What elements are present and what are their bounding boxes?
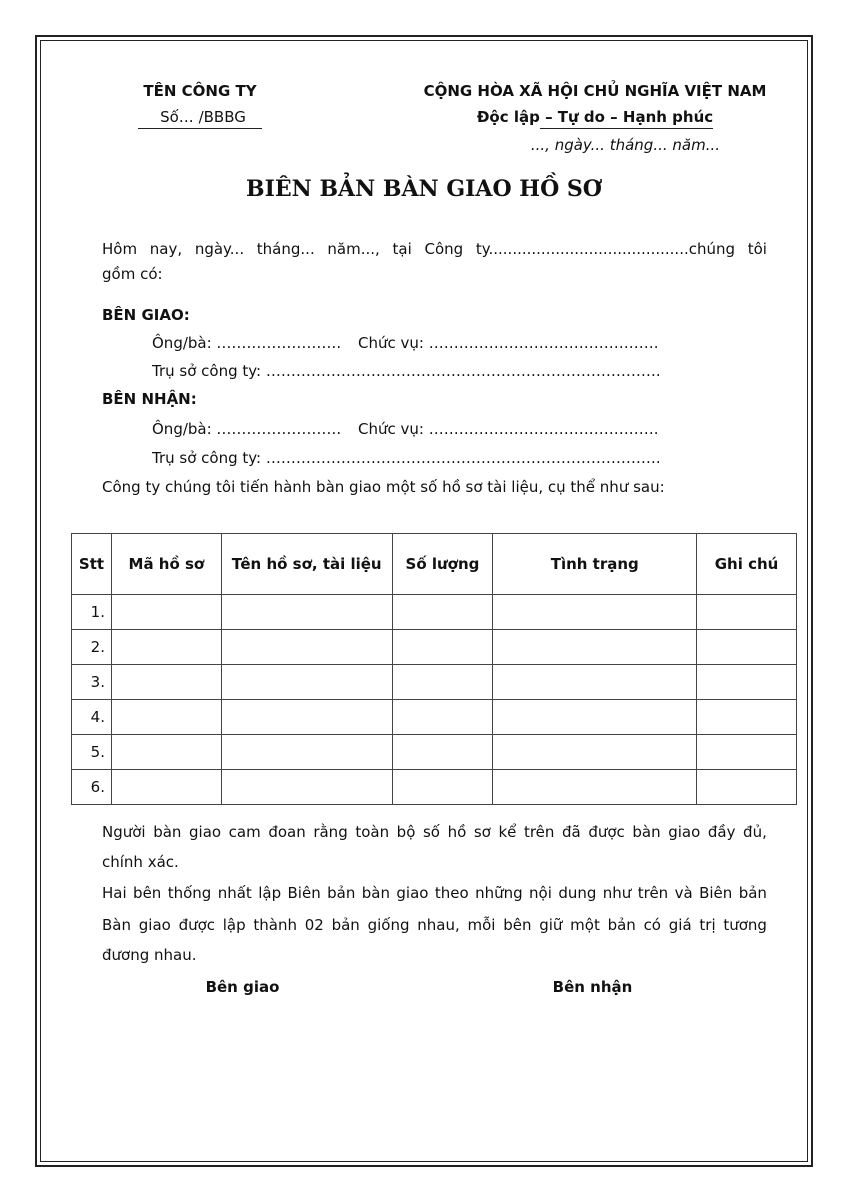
ben-giao-label: BÊN GIAO: [102,306,190,324]
row-number: 3. [72,665,112,700]
closing-word: bên [133,884,162,902]
intro-word: Hôm [102,240,138,258]
table-cell [111,595,221,630]
closing-word: hồ [447,823,467,841]
closing-word: bàn [153,823,182,841]
closing-word: đủ, [743,823,767,841]
table-cell [697,630,797,665]
closing-word: nội [529,884,552,902]
closing-word: lập [222,916,246,934]
table-cell [221,700,392,735]
intro-word: ty..........................................chúng [475,240,736,258]
closing-word: toàn [355,823,390,841]
table-cell [392,630,493,665]
closing-word: bàn [632,823,661,841]
col-header-so-luong: Số lượng [392,534,493,595]
intro-word: năm..., [327,240,380,258]
table-cell [221,665,392,700]
motto [380,108,810,126]
table-row [72,630,797,665]
closing-word: có [643,916,661,934]
document-title: BIÊN BẢN BÀN GIAO HỒ SƠ [246,176,602,202]
intro-word: nay, [149,240,183,258]
closing-word: lập [258,884,282,902]
closing-word: giữ [539,916,563,934]
closing-word: bàn [361,884,390,902]
closing-word: tương [723,916,767,934]
row-number: 6. [72,770,112,805]
closing-word: được [178,916,216,934]
col-header-ten-ho-so: Tên hồ sơ, tài liệu [221,534,392,595]
table-intro: Công ty chúng tôi tiến hành bàn giao một số hồ sơ tài liệu, cụ thể như sau: [102,478,665,496]
closing-word: giao [138,916,171,934]
table-cell [493,665,697,700]
table-cell [221,595,392,630]
table-cell [111,665,221,700]
closing-word: kể [498,823,517,841]
closing-word: dung [558,884,597,902]
closing-word: thống [167,884,212,902]
signature-ben-nhan: Bên nhận [552,978,633,996]
row-number: 2. [72,630,112,665]
closing-word: những [475,884,523,902]
row-number: 5. [72,735,112,770]
table-cell [392,700,493,735]
ben-nhan-label: BÊN NHẬN: [102,390,197,408]
table-cell [392,735,493,770]
closing-p1-line-1 [102,823,767,841]
closing-word: 02 [304,916,324,934]
closing-word: đầy [707,823,736,841]
closing-word: bản [607,916,636,934]
ben-nhan-person: Ông/bà: ……………………. [152,420,342,438]
table-cell [111,700,221,735]
intro-word: tại [392,240,412,258]
motto-prefix: Độc lập [476,108,540,126]
table-cell [697,665,797,700]
col-header-stt: Stt [72,534,112,595]
intro-word: ngày... [194,240,245,258]
table-cell [392,595,493,630]
closing-word: trên [523,823,555,841]
table-cell [111,735,221,770]
closing-p2-line-2 [102,916,767,934]
closing-word: giao [668,823,701,841]
col-header-tinh-trang: Tình trạng [493,534,697,595]
intro-word: Công [424,240,464,258]
closing-word: cam [228,823,261,841]
col-header-ghi-chu: Ghi chú [697,534,797,595]
table-cell [493,630,697,665]
col-header-ma-ho-so: Mã hồ sơ [111,534,221,595]
table-row [72,735,797,770]
row-number: 4. [72,700,112,735]
table-cell [697,700,797,735]
closing-word: Biên [699,884,733,902]
closing-word: bản [331,916,360,934]
ben-giao-person: Ông/bà: ……………………. [152,334,342,352]
closing-word: giống [367,916,410,934]
closing-word: bên [503,916,532,934]
handover-table [71,533,797,805]
closing-word: Người [102,823,146,841]
table-row [72,595,797,630]
closing-word: sơ [473,823,491,841]
closing-word: bản [738,884,767,902]
closing-word: giao [396,884,429,902]
closing-word: bản [327,884,356,902]
table-cell [392,770,493,805]
closing-word: trị [699,916,716,934]
doc-number-block [100,108,300,129]
closing-word: Bàn [102,916,131,934]
closing-word: theo [434,884,469,902]
closing-p2-line-3: đương nhau. [102,946,197,964]
closing-word: và [674,884,693,902]
intro-word: tháng... [256,240,315,258]
closing-p2-line-1 [102,884,767,902]
row-number: 1. [72,595,112,630]
table-cell [697,770,797,805]
table-row [72,700,797,735]
closing-word: số [422,823,440,841]
company-name: TÊN CÔNG TY [143,82,257,100]
table-cell [697,735,797,770]
table-cell [697,595,797,630]
closing-word: giá [668,916,692,934]
closing-word: một [570,916,600,934]
date-line: ..., ngày... tháng... năm... [530,136,720,154]
ben-giao-address: Trụ sở công ty: ……………………………………………………………………. [152,362,661,380]
table-cell [111,770,221,805]
closing-word: bộ [396,823,416,841]
table-cell [221,735,392,770]
intro-line-2: gồm có: [102,265,163,283]
ben-nhan-position: Chức vụ: ………………………………………. [358,420,659,438]
table-cell [493,595,697,630]
table-cell [221,770,392,805]
table-cell [221,630,392,665]
closing-word: nhất [217,884,252,902]
closing-word: thành [253,916,297,934]
table-header-row [72,534,797,595]
table-cell [392,665,493,700]
doc-number: Số… /BBBG [138,108,262,129]
table-cell [493,770,697,805]
closing-word: rằng [313,823,348,841]
table-row [72,770,797,805]
closing-word: giao [189,823,222,841]
closing-word: đã [562,823,581,841]
closing-word: Biên [287,884,321,902]
republic-name: CỘNG HÒA XÃ HỘI CHỦ NGHĨA VIỆT NAM [423,82,767,100]
motto-rest: – Tự do – Hạnh phúc [540,108,713,129]
intro-line-1 [102,240,767,258]
intro-word: tôi [747,240,767,258]
closing-p1-line-2: chính xác. [102,853,179,871]
closing-word: như [602,884,632,902]
closing-word: nhau, [417,916,460,934]
ben-giao-position: Chức vụ: ………………………………………. [358,334,659,352]
closing-word: mỗi [467,916,496,934]
table-cell [493,735,697,770]
table-cell [111,630,221,665]
closing-word: được [588,823,625,841]
closing-word: trên [637,884,669,902]
closing-word: Hai [102,884,127,902]
table-cell [493,700,697,735]
ben-nhan-address: Trụ sở công ty: ……………………………………………………………………. [152,449,661,467]
closing-word: đoan [268,823,306,841]
signature-ben-giao: Bên giao [205,978,280,996]
table-row [72,665,797,700]
